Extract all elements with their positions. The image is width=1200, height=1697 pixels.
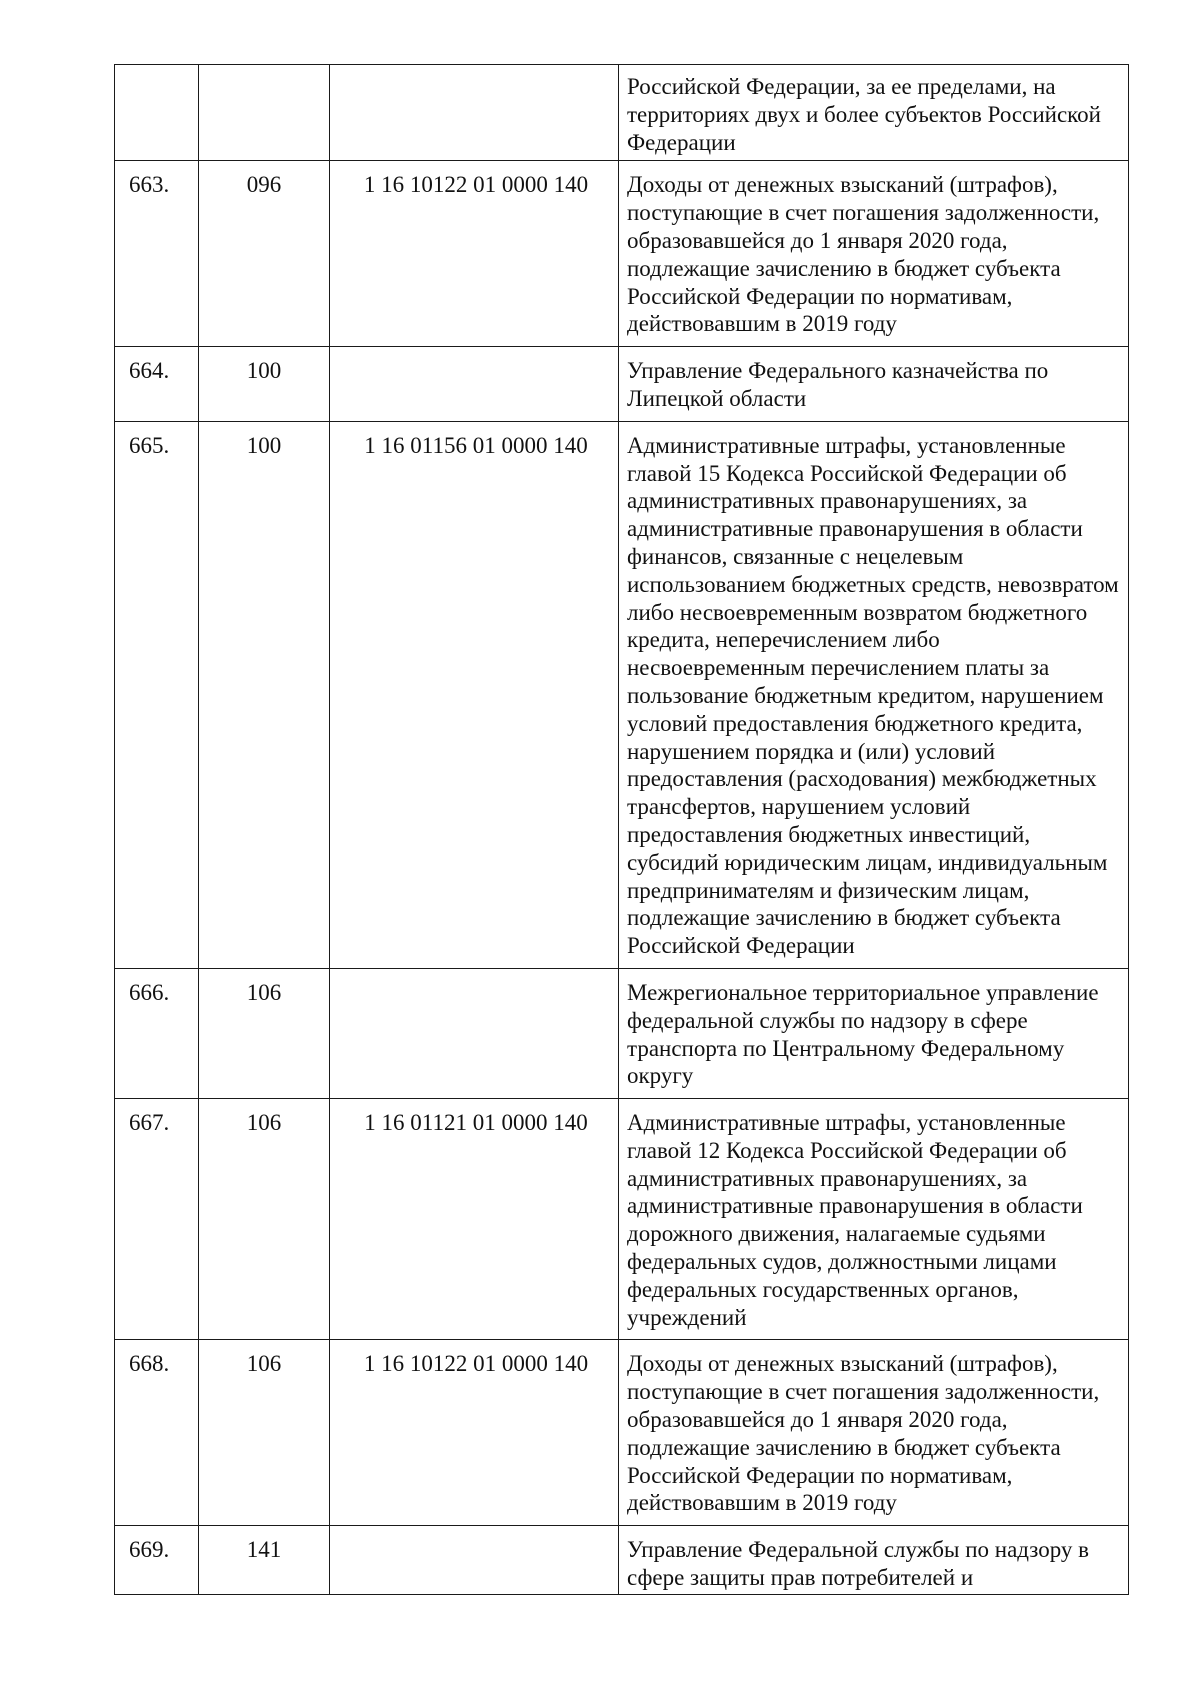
kbk-code: 1 16 01121 01 0000 140: [330, 1099, 619, 1340]
revenue-name: Российской Федерации, за ее пределами, на территориях двух и более субъектов Российской Федерации: [619, 65, 1129, 161]
kbk-code: 1 16 10122 01 0000 140: [330, 161, 619, 347]
revenue-name: Административные штрафы, установленные главой 15 Кодекса Российской Федерации об административных правонарушениях, за административные правонарушения в области финансов, связанные с нецелевым использованием бюджетных средств, невозвратом либо несвоевременным возвратом бюджетного кредита, неперечислением либо несвоевременным перечислением платы за пользование бюджетным кредитом, нарушением условий предоставления бюджетного кредита, нарушением порядка и (или) условий предоставления (расходования) межбюджетных трансфертов, нарушением условий предоставления бюджетных инвестиций, субсидий юридическим лицам, индивидуальным предпринимателям и физическим лицам, подлежащие зачислению в бюджет субъекта Российской Федерации: [619, 421, 1129, 968]
revenue-name: Межрегиональное территориальное управление федеральной службы по надзору в сфере транспорта по Центральному Федеральному округу: [619, 968, 1129, 1098]
table-row: [115, 968, 1129, 1098]
table-row: [115, 421, 1129, 968]
revenue-name: Управление Федеральной службы по надзору в сфере защиты прав потребителей и: [619, 1526, 1129, 1595]
admin-code: 096: [199, 161, 330, 347]
kbk-code: 1 16 10122 01 0000 140: [330, 1340, 619, 1526]
revenue-name: Административные штрафы, установленные главой 12 Кодекса Российской Федерации об административных правонарушениях, за административные правонарушения в области дорожного движения, налагаемые судьями федеральных судов, должностными лицами федеральных государственных органов, учреждений: [619, 1099, 1129, 1340]
row-number: 668.: [115, 1340, 199, 1526]
kbk-code: [330, 347, 619, 422]
row-number: 663.: [115, 161, 199, 347]
table-row: [115, 1340, 1129, 1526]
row-number: 666.: [115, 968, 199, 1098]
admin-code: 106: [199, 1340, 330, 1526]
admin-code: 106: [199, 968, 330, 1098]
row-number: 664.: [115, 347, 199, 422]
row-number: 667.: [115, 1099, 199, 1340]
revenue-codes-table: [114, 64, 1129, 1595]
row-number: 669.: [115, 1526, 199, 1595]
kbk-code: [330, 1526, 619, 1595]
kbk-code: [330, 968, 619, 1098]
admin-code: 100: [199, 421, 330, 968]
revenue-name: Доходы от денежных взысканий (штрафов), поступающие в счет погашения задолженности, образовавшейся до 1 января 2020 года, подлежащие зачислению в бюджет субъекта Российской Федерации по нормативам, действовавшим в 2019 году: [619, 161, 1129, 347]
row-number: 665.: [115, 421, 199, 968]
kbk-code: 1 16 01156 01 0000 140: [330, 421, 619, 968]
admin-code: 106: [199, 1099, 330, 1340]
table-row: [115, 347, 1129, 422]
revenue-name: Доходы от денежных взысканий (штрафов), поступающие в счет погашения задолженности, образовавшейся до 1 января 2020 года, подлежащие зачислению в бюджет субъекта Российской Федерации по нормативам, действовавшим в 2019 году: [619, 1340, 1129, 1526]
revenue-name: Управление Федерального казначейства по Липецкой области: [619, 347, 1129, 422]
table-row: [115, 161, 1129, 347]
table-row: [115, 1099, 1129, 1340]
admin-code: 100: [199, 347, 330, 422]
admin-code: 141: [199, 1526, 330, 1595]
table-row-continuation: [115, 65, 1129, 161]
row-number: [115, 65, 199, 161]
table-row: [115, 1526, 1129, 1595]
admin-code: [199, 65, 330, 161]
kbk-code: [330, 65, 619, 161]
